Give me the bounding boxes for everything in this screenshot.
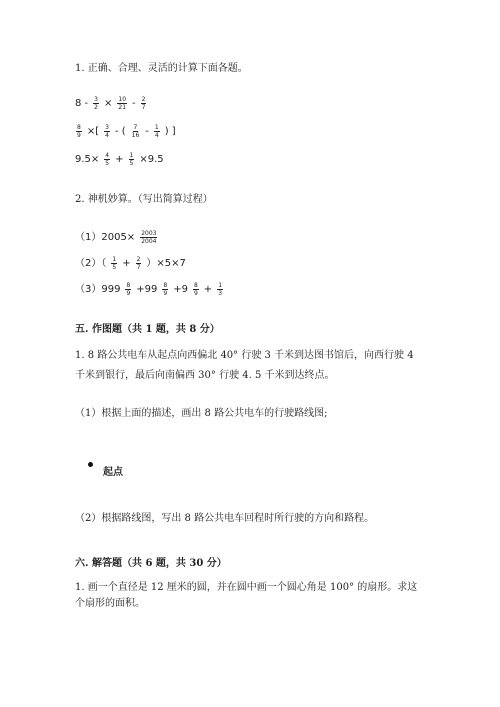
operator: ）×5×7 bbox=[146, 257, 186, 269]
section-6-problem: 1. 画一个直径是 12 厘米的圆，并在圆中画一个圆心角是 100° 的扇形。求这个扇形的面积。 bbox=[75, 582, 418, 609]
operator: + bbox=[122, 257, 131, 269]
start-point-label: 起点 bbox=[103, 467, 123, 478]
q2-expression-3 bbox=[75, 282, 224, 297]
fraction: $\frac{1}{5}$ bbox=[112, 256, 117, 271]
section-5-sub-question-1: （1）根据上面的描述，画出 8 路公共电车的行驶路线图; bbox=[75, 408, 328, 419]
fraction: $\frac{8}{9}$ bbox=[163, 282, 168, 297]
fraction: $\frac{3}{2}$ bbox=[94, 96, 98, 111]
fraction: $\frac{10}{21}$ bbox=[118, 96, 127, 111]
fraction: $\frac{4}{5}$ bbox=[105, 152, 110, 167]
expr-text: 9.5× bbox=[75, 153, 100, 165]
q1-expression-1 bbox=[75, 96, 147, 111]
section-6-title: 六. 解答题（共 6 题，共 30 分） bbox=[75, 558, 227, 569]
operator: + bbox=[203, 283, 213, 295]
operator: ×[ bbox=[86, 125, 100, 137]
fraction: $\frac{1}{4}$ bbox=[154, 124, 159, 139]
expr-text: （2）（ bbox=[75, 257, 107, 269]
operator: +9 bbox=[173, 283, 188, 295]
fraction: $\frac{1}{3}$ bbox=[218, 282, 223, 297]
q2-expression-2 bbox=[75, 256, 186, 271]
q1-title: 1. 正确、合理、灵活的计算下面各题。 bbox=[75, 63, 248, 74]
fraction: $\frac{8}{9}$ bbox=[126, 282, 131, 297]
section-5-title: 五. 作图题（共 1 题，共 8 分） bbox=[75, 324, 220, 335]
operator: - bbox=[145, 125, 149, 137]
fraction: $\frac{1}{5}$ bbox=[129, 152, 134, 167]
expr-text: （1）2005× bbox=[75, 231, 136, 243]
operator: × bbox=[103, 97, 113, 109]
q2-expression-1 bbox=[75, 230, 158, 245]
fraction: $\frac{2}{7}$ bbox=[136, 256, 141, 271]
operator: + bbox=[115, 153, 124, 165]
operator: - bbox=[132, 97, 136, 109]
start-point-dot bbox=[88, 462, 93, 467]
fraction: $\frac{7}{16}$ bbox=[131, 124, 140, 139]
operator: ) ] bbox=[164, 125, 176, 137]
section-5-sub-question-2: （2）根据路线图，写出 8 路公共电车回程时所行驶的方向和路程。 bbox=[75, 513, 375, 524]
expr-text: 8 - bbox=[75, 97, 89, 109]
q2-title: 2. 神机妙算。（写出简算过程） bbox=[75, 194, 213, 205]
fraction: $\frac{3}{4}$ bbox=[105, 124, 109, 139]
expr-text: （3）999 bbox=[75, 283, 121, 295]
fraction: $\frac{8}{9}$ bbox=[77, 124, 81, 139]
fraction: $\frac{2003}{2004}$ bbox=[141, 230, 157, 245]
fraction: $\frac{2}{7}$ bbox=[141, 96, 146, 111]
operator: +99 bbox=[136, 283, 158, 295]
fraction: $\frac{8}{9}$ bbox=[193, 282, 198, 297]
q1-expression-3 bbox=[75, 152, 164, 167]
section-5-problem: 1. 8 路公共电车从起点向西偏北 40° 行驶 3 千米到达图书馆后，向西行驶 4 千米到银行，最后向南偏西 30° 行驶 4. 5 千米到达终点。 bbox=[75, 350, 414, 381]
operator: ×9.5 bbox=[139, 153, 164, 165]
operator: - ( bbox=[114, 125, 126, 137]
q1-expression-2 bbox=[75, 124, 176, 139]
